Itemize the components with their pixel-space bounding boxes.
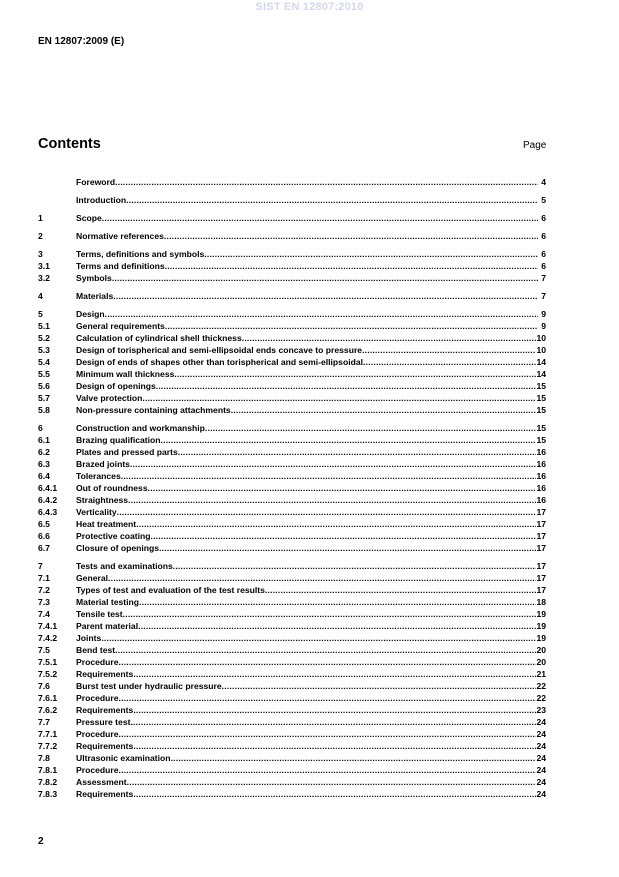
toc-entry-number: 3.2: [38, 273, 50, 283]
toc-dot-leader: [115, 644, 536, 656]
toc-entry-number: 2: [38, 231, 43, 241]
toc-entry-page: 20: [536, 645, 546, 655]
toc-entry-page: 14: [536, 369, 546, 379]
toc-entry-page: 16: [536, 447, 546, 457]
toc-entry[interactable]: [38, 668, 546, 680]
toc-entry-number: 7.1: [38, 573, 50, 583]
toc-entry[interactable]: [38, 176, 546, 188]
toc-entry-number: 6.4.1: [38, 483, 58, 493]
toc-entry[interactable]: [38, 680, 546, 692]
toc-entry-number: 7.8: [38, 753, 50, 763]
toc-entry-number: 6.1: [38, 435, 50, 445]
toc-entry-title: Straightness: [76, 495, 129, 505]
toc-entry-page: 10: [536, 333, 546, 343]
toc-entry-number: 6.5: [38, 519, 50, 529]
toc-entry[interactable]: [38, 368, 546, 380]
toc-entry-page: 17: [536, 573, 546, 583]
toc-dot-leader: [171, 752, 537, 764]
toc-dot-leader: [102, 212, 538, 224]
toc-dot-leader: [363, 356, 536, 368]
page-number: 2: [38, 836, 44, 847]
toc-dot-leader: [133, 740, 536, 752]
table-of-contents: [38, 176, 546, 800]
toc-dot-leader: [113, 290, 538, 302]
toc-entry-title: Brazing qualification: [76, 435, 161, 445]
toc-entry-title: Verticality: [76, 507, 117, 517]
toc-entry-title: Requirements: [76, 705, 134, 715]
toc-entry-title: Introduction: [76, 195, 127, 205]
toc-dot-leader: [133, 704, 536, 716]
toc-entry[interactable]: [38, 272, 546, 284]
toc-entry-page: 16: [536, 459, 546, 469]
toc-entry-number: 7.7: [38, 717, 50, 727]
toc-entry[interactable]: [38, 632, 546, 644]
toc-entry[interactable]: [38, 692, 546, 704]
toc-entry-page: 10: [536, 345, 546, 355]
toc-entry[interactable]: [38, 194, 546, 206]
toc-entry-number: 7.7.1: [38, 729, 58, 739]
toc-entry-page: 24: [536, 729, 546, 739]
toc-entry-title: Bend test: [76, 645, 116, 655]
toc-entry-number: 3: [38, 249, 43, 259]
toc-dot-leader: [119, 692, 537, 704]
toc-entry-number: 5.2: [38, 333, 50, 343]
toc-entry-page: 6: [541, 213, 546, 223]
toc-entry-title: Requirements: [76, 789, 134, 799]
toc-dot-leader: [101, 632, 536, 644]
toc-entry-number: 7.5.2: [38, 669, 58, 679]
toc-entry[interactable]: [38, 620, 546, 632]
toc-entry-number: 7.6: [38, 681, 50, 691]
toc-entry-number: 7.6.2: [38, 705, 58, 715]
document-id: EN 12807:2009 (E): [38, 36, 125, 47]
toc-dot-leader: [123, 608, 537, 620]
toc-entry[interactable]: [38, 260, 546, 272]
toc-entry-title: Minimum wall thickness: [76, 369, 175, 379]
toc-dot-leader: [151, 530, 537, 542]
watermark: SIST EN 12807:2010: [255, 1, 364, 13]
toc-entry-number: 5.8: [38, 405, 50, 415]
toc-entry-title: Ultrasonic examination: [76, 753, 171, 763]
toc-dot-leader: [133, 788, 536, 800]
toc-entry-title: Design: [76, 309, 105, 319]
toc-entry[interactable]: [38, 482, 546, 494]
toc-entry[interactable]: [38, 422, 546, 434]
toc-dot-leader: [165, 260, 538, 272]
toc-entry-page: 17: [536, 507, 546, 517]
toc-entry[interactable]: [38, 776, 546, 788]
toc-entry-number: 6.4.2: [38, 495, 58, 505]
toc-entry[interactable]: [38, 380, 546, 392]
toc-entry-number: 7.8.3: [38, 789, 58, 799]
toc-entry-title: Tensile test: [76, 609, 123, 619]
toc-dot-leader: [173, 560, 537, 572]
toc-entry-page: 24: [536, 741, 546, 751]
toc-entry-page: 22: [536, 681, 546, 691]
toc-entry[interactable]: [38, 596, 546, 608]
toc-entry-title: Material testing: [76, 597, 140, 607]
toc-entry[interactable]: [38, 446, 546, 458]
toc-entry-page: 21: [536, 669, 546, 679]
toc-entry-title: General requirements: [76, 321, 165, 331]
toc-entry[interactable]: [38, 656, 546, 668]
toc-dot-leader: [222, 680, 537, 692]
toc-entry[interactable]: [38, 434, 546, 446]
toc-entry[interactable]: [38, 704, 546, 716]
toc-entry-title: Normative references: [76, 231, 164, 241]
toc-dot-leader: [119, 656, 537, 668]
toc-entry-title: Scope: [76, 213, 102, 223]
toc-entry[interactable]: [38, 608, 546, 620]
toc-entry-page: 5: [541, 195, 546, 205]
toc-entry-number: 7.4.2: [38, 633, 58, 643]
toc-entry[interactable]: [38, 290, 546, 302]
toc-dot-leader: [115, 176, 538, 188]
toc-entry-number: 6.6: [38, 531, 50, 541]
toc-dot-leader: [136, 518, 536, 530]
toc-entry-title: Procedure: [76, 765, 119, 775]
toc-entry-title: Closure of openings: [76, 543, 160, 553]
toc-entry-title: Brazed joints: [76, 459, 130, 469]
toc-entry-title: Plates and pressed parts: [76, 447, 178, 457]
contents-title: Contents: [38, 136, 101, 152]
toc-dot-leader: [159, 542, 536, 554]
toc-entry-page: 24: [536, 717, 546, 727]
toc-entry-title: Procedure: [76, 657, 119, 667]
toc-entry-number: 7.8.1: [38, 765, 58, 775]
toc-entry-number: 5: [38, 309, 43, 319]
toc-entry[interactable]: [38, 506, 546, 518]
toc-entry-page: 7: [541, 291, 546, 301]
toc-entry-title: Burst test under hydraulic pressure: [76, 681, 222, 691]
toc-dot-leader: [108, 572, 536, 584]
toc-dot-leader: [174, 368, 536, 380]
toc-entry-title: Procedure: [76, 693, 119, 703]
toc-entry-number: 7.4: [38, 609, 50, 619]
toc-entry-number: 6.2: [38, 447, 50, 457]
toc-entry-title: Design of ends of shapes other than torispherical and semi-ellipsoidal: [76, 357, 363, 367]
toc-entry-title: Requirements: [76, 741, 134, 751]
toc-entry-title: Pressure test: [76, 717, 131, 727]
toc-entry[interactable]: [38, 518, 546, 530]
toc-entry-title: Foreword: [76, 177, 116, 187]
page-column-label: Page: [523, 140, 547, 151]
toc-entry-title: Calculation of cylindrical shell thickness: [76, 333, 242, 343]
toc-entry[interactable]: [38, 542, 546, 554]
toc-dot-leader: [142, 392, 536, 404]
toc-dot-leader: [128, 494, 536, 506]
toc-entry-page: 24: [536, 753, 546, 763]
toc-entry-title: Materials: [76, 291, 114, 301]
toc-dot-leader: [126, 194, 538, 206]
toc-dot-leader: [204, 248, 538, 260]
toc-entry[interactable]: [38, 458, 546, 470]
toc-entry-number: 7.5: [38, 645, 50, 655]
toc-entry-number: 5.4: [38, 357, 50, 367]
toc-entry-number: 6.4.3: [38, 507, 58, 517]
toc-entry-page: 17: [536, 585, 546, 595]
toc-dot-leader: [139, 596, 536, 608]
toc-entry-page: 24: [536, 765, 546, 775]
toc-entry-number: 7.5.1: [38, 657, 58, 667]
toc-dot-leader: [138, 620, 536, 632]
toc-entry-number: 6: [38, 423, 43, 433]
toc-entry-title: Terms, definitions and symbols: [76, 249, 205, 259]
toc-entry-page: 17: [536, 561, 546, 571]
toc-entry-page: 18: [536, 597, 546, 607]
toc-entry-page: 9: [541, 309, 546, 319]
toc-dot-leader: [156, 380, 537, 392]
toc-entry-title: Protective coating: [76, 531, 151, 541]
toc-entry-page: 7: [541, 273, 546, 283]
toc-entry-page: 15: [536, 393, 546, 403]
toc-entry[interactable]: [38, 530, 546, 542]
toc-entry-title: Out of roundness: [76, 483, 148, 493]
toc-entry-number: 5.3: [38, 345, 50, 355]
toc-entry[interactable]: [38, 320, 546, 332]
toc-entry[interactable]: [38, 740, 546, 752]
toc-entry-page: 19: [536, 609, 546, 619]
toc-dot-leader: [265, 584, 536, 596]
toc-entry-title: Design of openings: [76, 381, 156, 391]
toc-dot-leader: [130, 458, 536, 470]
toc-entry-page: 23: [536, 705, 546, 715]
toc-entry[interactable]: [38, 332, 546, 344]
toc-entry-page: 22: [536, 693, 546, 703]
toc-dot-leader: [165, 320, 538, 332]
toc-entry-number: 7.3: [38, 597, 50, 607]
toc-dot-leader: [178, 446, 537, 458]
toc-entry-title: Construction and workmanship: [76, 423, 205, 433]
toc-entry-title: Joints: [76, 633, 102, 643]
toc-entry-page: 16: [536, 483, 546, 493]
toc-dot-leader: [127, 776, 537, 788]
toc-entry-title: Tolerances: [76, 471, 121, 481]
toc-entry[interactable]: [38, 470, 546, 482]
toc-entry[interactable]: [38, 230, 546, 242]
toc-entry-number: 6.3: [38, 459, 50, 469]
toc-entry-page: 19: [536, 633, 546, 643]
toc-dot-leader: [112, 272, 538, 284]
toc-entry-page: 14: [536, 357, 546, 367]
toc-entry-number: 6.7: [38, 543, 50, 553]
toc-entry-title: Design of torispherical and semi-ellipsoidal ends concave to pressure: [76, 345, 363, 355]
toc-entry-page: 15: [536, 423, 546, 433]
toc-entry-title: Terms and definitions: [76, 261, 165, 271]
toc-entry[interactable]: [38, 728, 546, 740]
toc-entry[interactable]: [38, 212, 546, 224]
toc-entry-page: 9: [541, 321, 546, 331]
toc-entry-page: 6: [541, 231, 546, 241]
toc-dot-leader: [362, 344, 536, 356]
toc-dot-leader: [105, 308, 538, 320]
toc-entry[interactable]: [38, 584, 546, 596]
toc-entry-title: Symbols: [76, 273, 112, 283]
toc-entry-title: General: [76, 573, 109, 583]
toc-entry-page: 15: [536, 381, 546, 391]
toc-entry-number: 5.5: [38, 369, 50, 379]
toc-entry[interactable]: [38, 764, 546, 776]
toc-dot-leader: [133, 668, 536, 680]
toc-entry[interactable]: [38, 788, 546, 800]
toc-dot-leader: [130, 716, 536, 728]
toc-entry-title: Heat treatment: [76, 519, 137, 529]
toc-entry-number: 7.4.1: [38, 621, 58, 631]
toc-entry-page: 17: [536, 543, 546, 553]
toc-entry-number: 6.4: [38, 471, 50, 481]
toc-entry-number: 7.6.1: [38, 693, 58, 703]
toc-entry-page: 16: [536, 495, 546, 505]
toc-entry-number: 4: [38, 291, 43, 301]
toc-entry[interactable]: [38, 560, 546, 572]
toc-dot-leader: [205, 422, 537, 434]
toc-entry-number: 7: [38, 561, 43, 571]
toc-entry[interactable]: [38, 404, 546, 416]
toc-dot-leader: [121, 470, 537, 482]
toc-entry-page: 6: [541, 261, 546, 271]
toc-dot-leader: [119, 728, 537, 740]
toc-dot-leader: [242, 332, 537, 344]
toc-entry[interactable]: [38, 752, 546, 764]
toc-dot-leader: [164, 230, 538, 242]
toc-entry-number: 7.8.2: [38, 777, 58, 787]
toc-dot-leader: [231, 404, 537, 416]
toc-dot-leader: [117, 506, 537, 518]
toc-entry-page: 15: [536, 405, 546, 415]
toc-entry[interactable]: [38, 356, 546, 368]
toc-entry[interactable]: [38, 716, 546, 728]
toc-entry-title: Parent material: [76, 621, 139, 631]
toc-entry[interactable]: [38, 344, 546, 356]
toc-entry-title: Valve protection: [76, 393, 143, 403]
toc-entry-page: 4: [541, 177, 546, 187]
toc-entry-page: 17: [536, 531, 546, 541]
toc-entry[interactable]: [38, 494, 546, 506]
toc-entry-page: 15: [536, 435, 546, 445]
toc-entry-title: Requirements: [76, 669, 134, 679]
toc-entry-number: 1: [38, 213, 43, 223]
toc-dot-leader: [161, 434, 537, 446]
toc-dot-leader: [148, 482, 537, 494]
toc-entry-title: Procedure: [76, 729, 119, 739]
toc-entry-number: 5.7: [38, 393, 50, 403]
toc-entry-title: Tests and examinations: [76, 561, 173, 571]
toc-entry-page: 6: [541, 249, 546, 259]
toc-entry-page: 16: [536, 471, 546, 481]
toc-entry-number: 5.1: [38, 321, 50, 331]
toc-entry[interactable]: [38, 572, 546, 584]
toc-entry[interactable]: [38, 644, 546, 656]
toc-entry[interactable]: [38, 392, 546, 404]
toc-dot-leader: [119, 764, 537, 776]
toc-entry-number: 5.6: [38, 381, 50, 391]
toc-entry-page: 20: [536, 657, 546, 667]
toc-entry[interactable]: [38, 248, 546, 260]
toc-entry-title: Types of test and evaluation of the test results: [76, 585, 265, 595]
toc-entry-title: Non-pressure containing attachments: [76, 405, 231, 415]
toc-entry-number: 7.2: [38, 585, 50, 595]
toc-entry[interactable]: [38, 308, 546, 320]
toc-entry-page: 19: [536, 621, 546, 631]
toc-entry-page: 17: [536, 519, 546, 529]
toc-entry-page: 24: [536, 789, 546, 799]
toc-entry-title: Assessment: [76, 777, 127, 787]
toc-entry-page: 24: [536, 777, 546, 787]
toc-entry-number: 3.1: [38, 261, 50, 271]
toc-entry-number: 7.7.2: [38, 741, 58, 751]
